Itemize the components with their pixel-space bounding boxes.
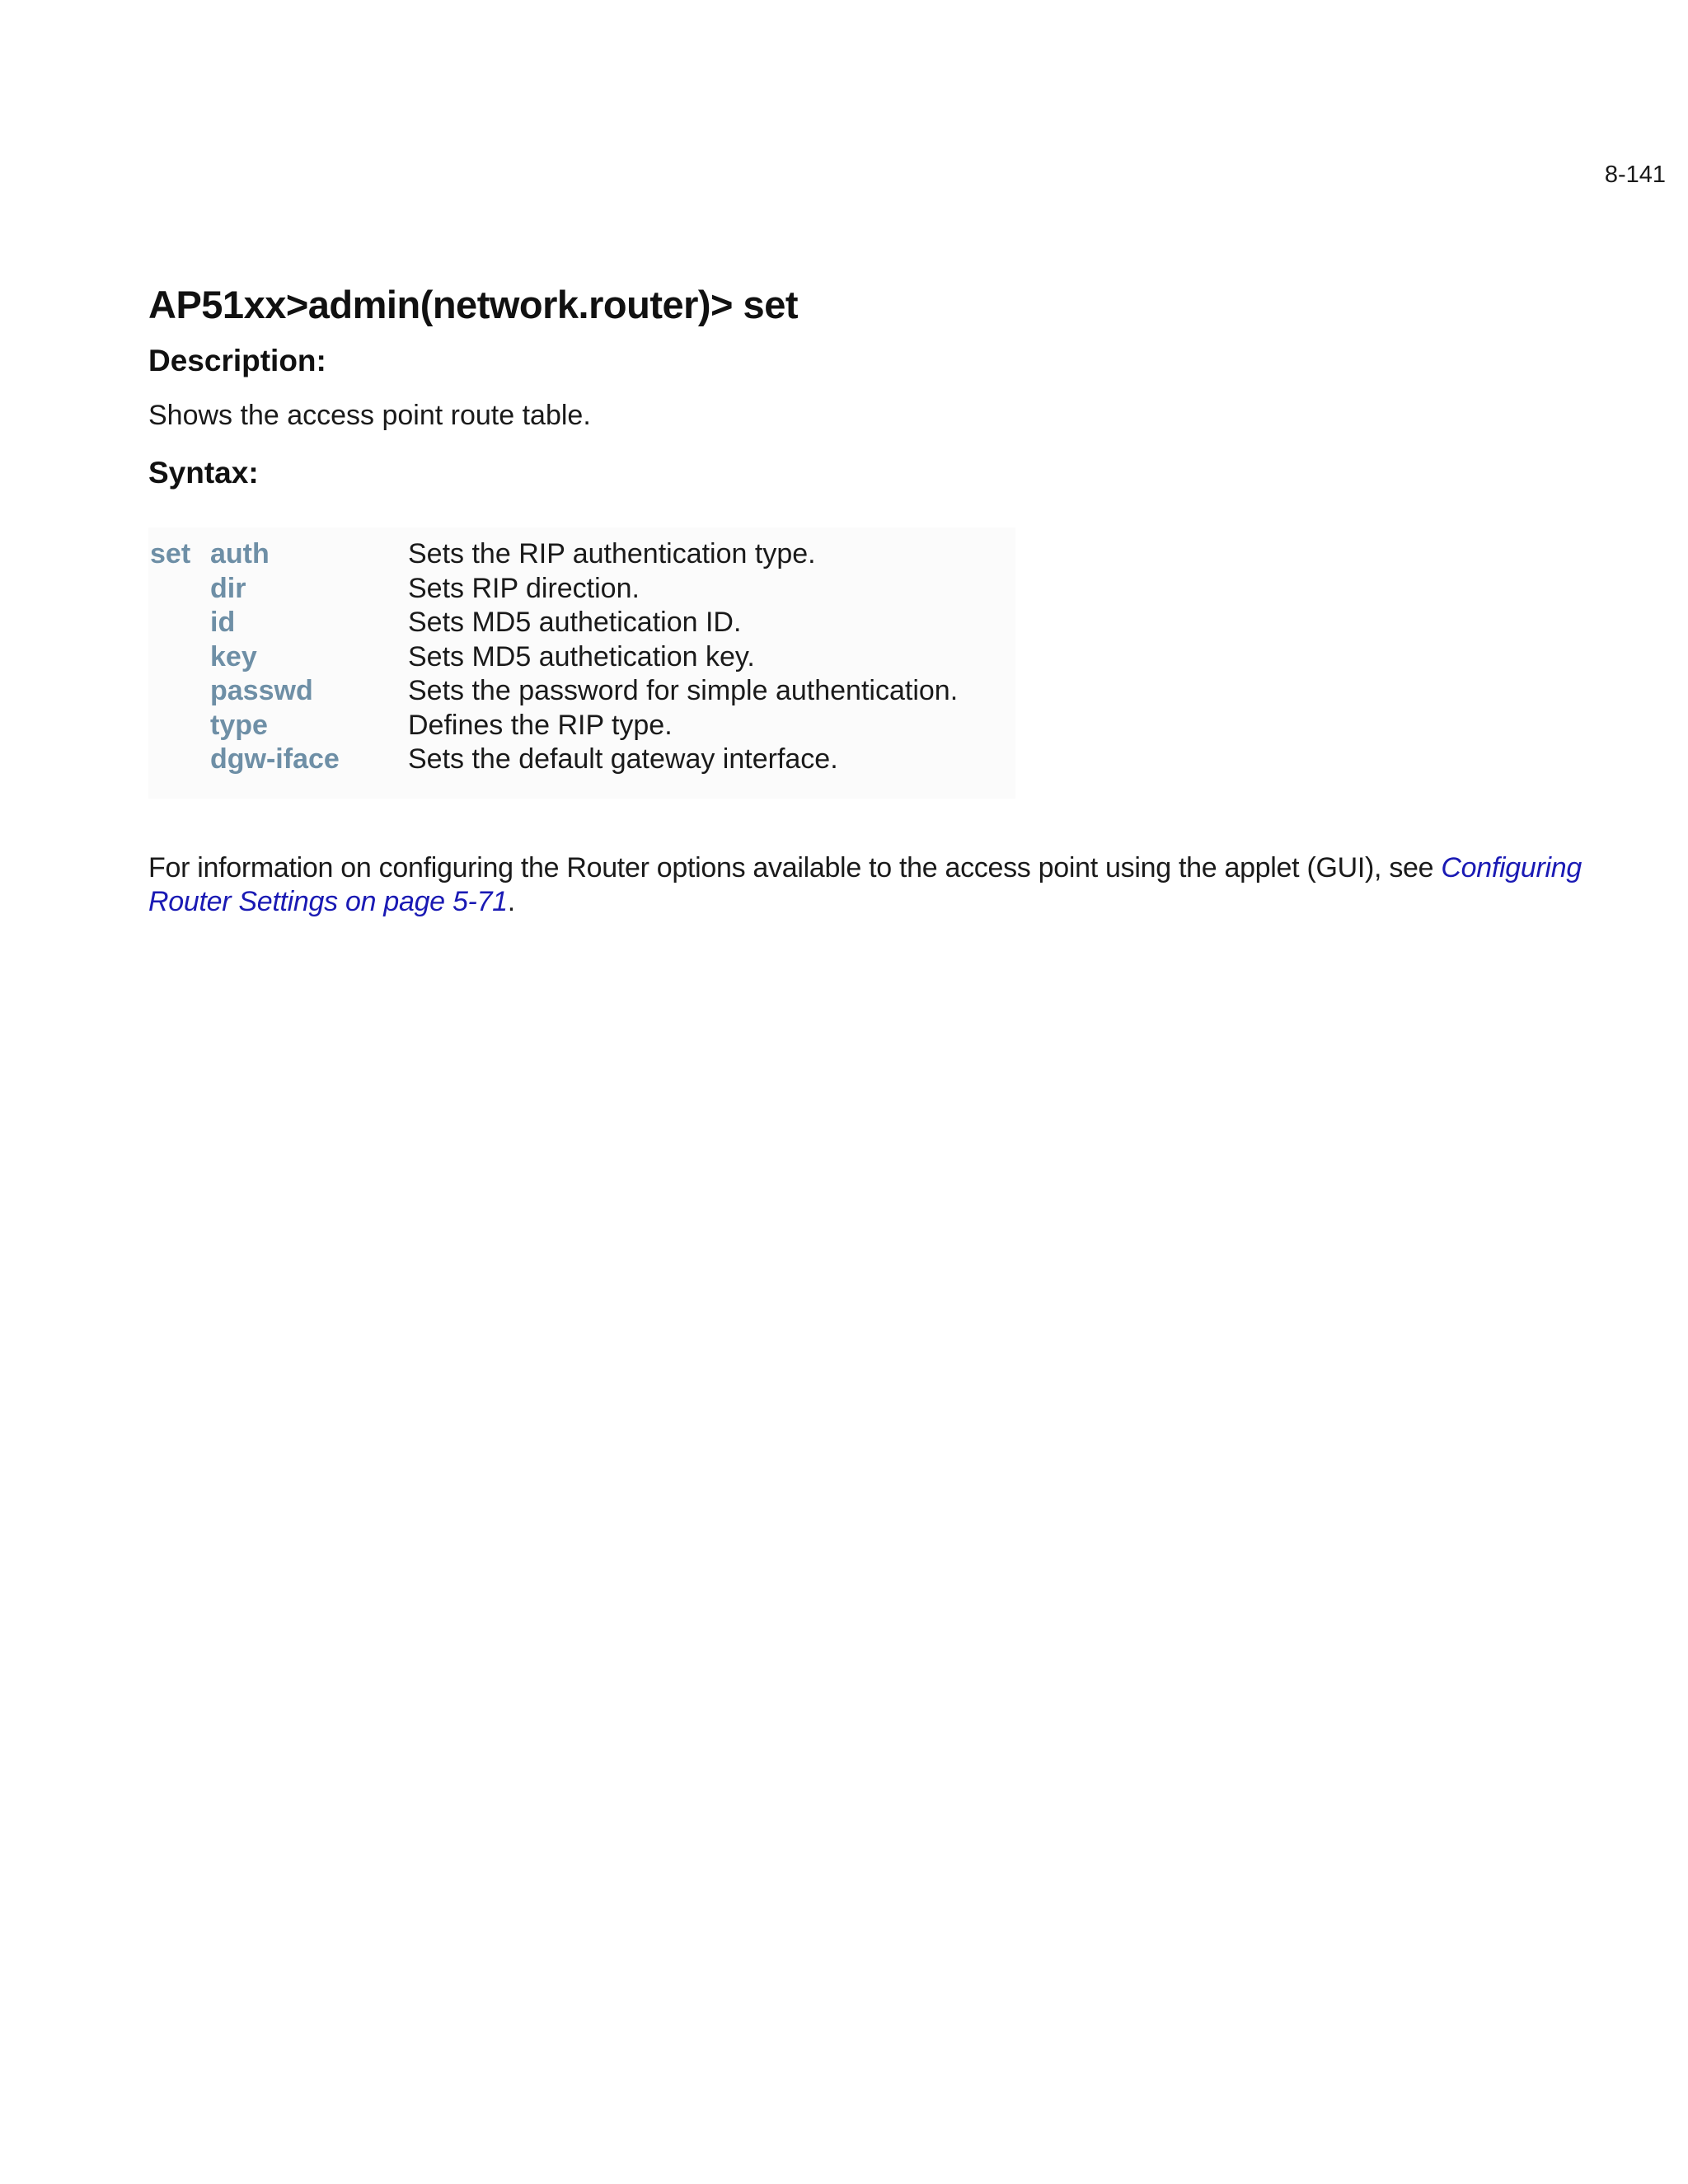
cross-reference-link[interactable]: Configuring Router Settings on page 5-71 — [148, 851, 1582, 917]
syntax-param: dir — [210, 572, 246, 604]
syntax-description: Defines the RIP type. — [408, 709, 673, 741]
document-content — [148, 280, 1599, 919]
syntax-row — [150, 743, 1015, 777]
description-heading: Description: — [148, 344, 326, 377]
syntax-param: dgw-iface — [210, 743, 340, 775]
syntax-table — [148, 527, 1015, 799]
syntax-description: Sets the RIP authentication type. — [408, 538, 816, 569]
syntax-row — [150, 606, 1015, 640]
syntax-description: Sets the default gateway interface. — [408, 743, 838, 775]
syntax-heading: Syntax: — [148, 456, 259, 490]
syntax-row — [150, 674, 1015, 709]
syntax-description: Sets RIP direction. — [408, 572, 640, 604]
syntax-row — [150, 537, 1015, 572]
command-title: AP51xx>admin(network.router)> set — [148, 283, 798, 326]
syntax-param: id — [210, 607, 236, 638]
info-text-end: . — [507, 885, 515, 917]
syntax-param: auth — [210, 538, 270, 569]
syntax-row — [150, 572, 1015, 607]
syntax-param: passwd — [210, 675, 313, 706]
syntax-command: set — [150, 538, 191, 569]
syntax-row — [150, 709, 1015, 743]
page-number: 8-141 — [1604, 162, 1666, 188]
syntax-param: key — [210, 640, 257, 673]
syntax-description: Sets the password for simple authentication. — [408, 675, 959, 706]
description-text: Shows the access point route table. — [148, 400, 591, 431]
info-paragraph — [148, 851, 1599, 919]
info-text: For information on configuring the Router options available to the access point using the applet (GUI), see — [148, 851, 1442, 883]
syntax-row — [150, 640, 1015, 675]
syntax-description: Sets MD5 authetication ID. — [408, 607, 742, 638]
syntax-param: type — [210, 709, 268, 741]
syntax-description: Sets MD5 authetication key. — [408, 640, 755, 673]
